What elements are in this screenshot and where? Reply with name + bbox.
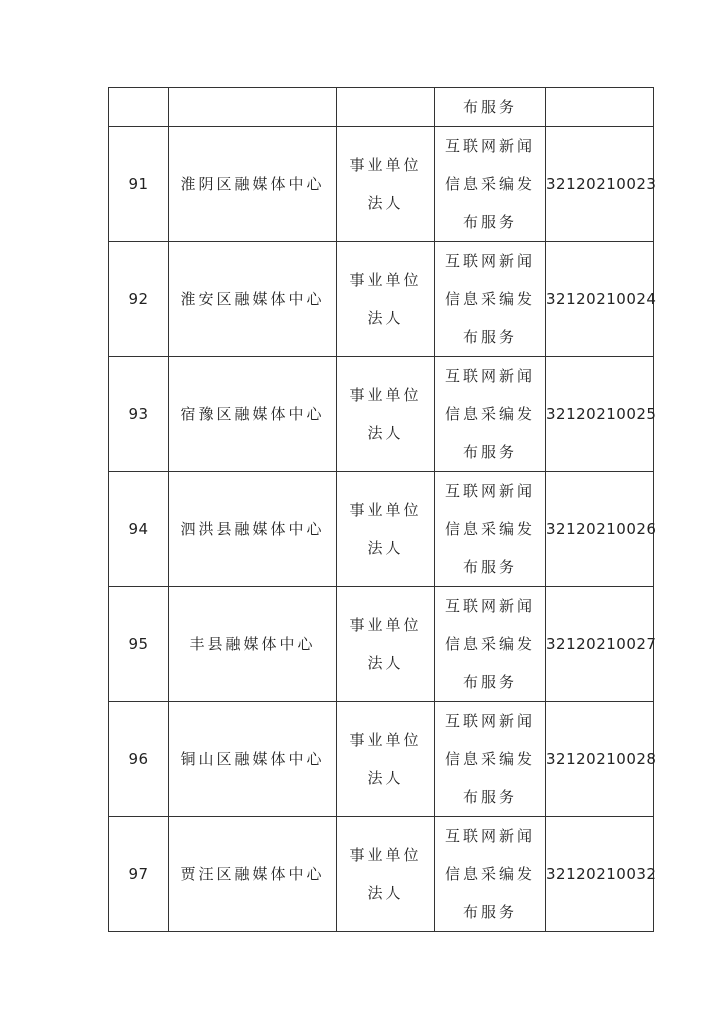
service-cell xyxy=(435,702,546,817)
license-table xyxy=(108,87,657,932)
service-text: 互联网新闻信息采编发布服务 xyxy=(444,827,535,921)
table-body xyxy=(109,88,657,932)
type-cell xyxy=(337,242,435,357)
index-cell: 95 xyxy=(109,587,169,702)
name-cell: 泗洪县融媒体中心 xyxy=(169,472,337,587)
service-text: 互联网新闻信息采编发布服务 xyxy=(444,252,535,346)
code-cell: 32120210026 xyxy=(546,472,654,587)
type-cell xyxy=(337,702,435,817)
index-cell: 93 xyxy=(109,357,169,472)
type-cell xyxy=(337,127,435,242)
service-text: 互联网新闻信息采编发布服务 xyxy=(444,137,535,231)
type-cell xyxy=(337,472,435,587)
type-text: 事业单位法人 xyxy=(349,501,422,557)
table-row xyxy=(109,587,654,702)
name-cell: 宿豫区融媒体中心 xyxy=(169,357,337,472)
type-cell xyxy=(337,587,435,702)
name-cell: 铜山区融媒体中心 xyxy=(169,702,337,817)
table-row xyxy=(109,127,654,242)
service-text: 互联网新闻信息采编发布服务 xyxy=(444,597,535,691)
code-cell: 32120210027 xyxy=(546,587,654,702)
type-cell xyxy=(337,88,435,127)
table-row xyxy=(109,357,654,472)
service-cell xyxy=(435,817,546,932)
table-row xyxy=(109,817,654,932)
code-cell: 32120210023 xyxy=(546,127,654,242)
index-cell: 92 xyxy=(109,242,169,357)
service-text: 互联网新闻信息采编发布服务 xyxy=(444,712,535,806)
name-cell: 淮阴区融媒体中心 xyxy=(169,127,337,242)
type-cell xyxy=(337,817,435,932)
code-cell: 32120210025 xyxy=(546,357,654,472)
table-row-continued xyxy=(109,88,654,127)
service-cell xyxy=(435,472,546,587)
name-cell: 丰县融媒体中心 xyxy=(169,587,337,702)
type-cell xyxy=(337,357,435,472)
name-cell: 淮安区融媒体中心 xyxy=(169,242,337,357)
index-cell: 97 xyxy=(109,817,169,932)
type-text: 事业单位法人 xyxy=(349,386,422,442)
type-text: 事业单位法人 xyxy=(349,731,422,787)
service-cell xyxy=(435,127,546,242)
service-cell xyxy=(435,357,546,472)
code-cell: 32120210032 xyxy=(546,817,654,932)
service-cell: 布服务 xyxy=(435,88,546,127)
name-cell: 贾汪区融媒体中心 xyxy=(169,817,337,932)
table-row xyxy=(109,702,654,817)
table-row xyxy=(109,472,654,587)
type-text: 事业单位法人 xyxy=(349,156,422,212)
type-text: 事业单位法人 xyxy=(349,846,422,902)
code-cell xyxy=(546,88,654,127)
index-cell: 94 xyxy=(109,472,169,587)
code-cell: 32120210028 xyxy=(546,702,654,817)
name-cell xyxy=(169,88,337,127)
service-text: 互联网新闻信息采编发布服务 xyxy=(444,367,535,461)
index-cell: 91 xyxy=(109,127,169,242)
type-text: 事业单位法人 xyxy=(349,616,422,672)
code-cell: 32120210024 xyxy=(546,242,654,357)
index-cell xyxy=(109,88,169,127)
service-text: 互联网新闻信息采编发布服务 xyxy=(444,482,535,576)
type-text: 事业单位法人 xyxy=(349,271,422,327)
service-cell xyxy=(435,587,546,702)
service-cell xyxy=(435,242,546,357)
table-row xyxy=(109,242,654,357)
index-cell: 96 xyxy=(109,702,169,817)
